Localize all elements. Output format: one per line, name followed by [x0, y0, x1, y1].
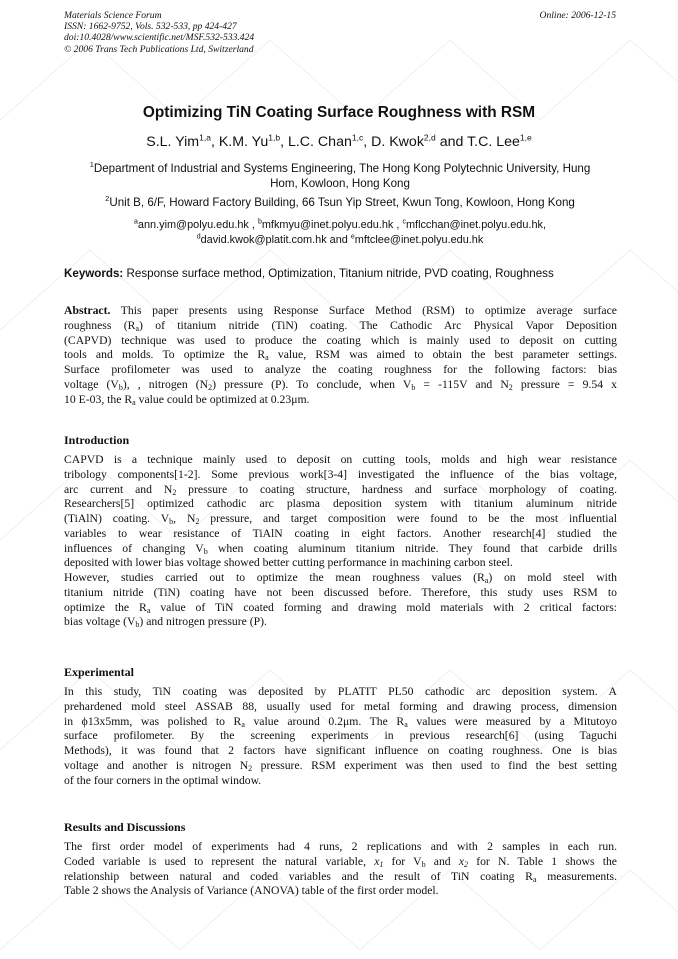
email-link: mflcchan@inet.polyu.edu.hk, [405, 219, 546, 231]
affiliation-2: $^2$Unit B, 6/F, Howard Factory Building, 66 Tsun Yip Street, Kwun Tong, Kowloon, Hong Kong [105, 194, 575, 209]
online-date: Online: 2006-12-15 [539, 10, 616, 21]
section-heading-experimental: Experimental [64, 665, 134, 679]
author-affil-mark: 2,d [423, 132, 436, 143]
author-list: S.L. Yim$^{1,a}$, K.M. Yu$^{1,b}$, L.C. Chan$^{1,c}$, D. Kwok$^{2,d}$ and T.C. Lee$^{1,e}$ [146, 132, 532, 150]
author-name: L.C. Chan [287, 134, 352, 150]
author-name: S.L. Yim [146, 134, 200, 150]
email-link: ann.yim@polyu.edu.hk , [137, 219, 258, 231]
introduction-body: CAPVD is a technique mainly used to deposit on cutting tools, molds and high wear resistance tribology components[1-2]. Some previous work[3-4] investigated the influence of the bias voltage, arc current and $N_2$ pressure to coating structure, hardness and surface morphology of coating. Researchers[5] optimized cathodic arc plasma deposition system with titanium aluminum nitride (TiAlN) coating. $V_b$, $N_2$ pressure, and target composition were found to be the most influential variables to wear resistance of TiAlN coating in eight factors. Another research[4] studied the influences of changing $V_b$ when coating aluminum titanium nitride. They found that carbide drills deposited with lower bias voltage showed better cutting performance in machining carbon steel. However, studies carried out to optimize the mean roughness values $(R_a)$ on mold steel with titanium nitride (TiN) coating have not been discussed before. Therefore, this study uses RSM to optimize the $R_a$ value of TiN coated forming and drawing mold materials with 2 critical factors: bias voltage $(V_b)$ and nitrogen pressure (P). [64, 453, 618, 630]
experimental-body: In this study, TiN coating was deposited by PLATIT PL50 cathodic arc deposition system. A prehardened mold steel ASSAB 88, usually used for metal forming and drawing process, dimension in ϕ13x5mm, was polished to $R_a$ value around 0.2μm. The $R_a$ values were measured by a Mitutoyo surface profilometer. By the screening experiments in previous research[6] (using Taguchi Methods), it was found that 2 factors have significant influence on coating roughness. One is bias voltage and another is nitrogen $N_2$ pressure. RSM experiment was then used to find the best setting of the four corners in the optimal window. [64, 685, 617, 787]
author-name: D. Kwok [371, 134, 424, 150]
keywords-label: Keywords: [64, 267, 124, 280]
abstract-label: Abstract. [64, 304, 111, 317]
section-heading-introduction: Introduction [64, 433, 130, 447]
email-link: mftclee@inet.polyu.edu.hk [354, 233, 484, 246]
journal-doi: doi:10.4028/www.scientific.net/MSF.532-533.424 [64, 32, 255, 44]
author-affil-mark: 1,e [519, 132, 532, 143]
abstract: Abstract. This paper presents using Response Surface Method (RSM) to optimize average surface roughness $(R_a)$ of titanium nitride (TiN) coating. The Cathodic Arc Physical Vapor Deposition (CAPVD) technique was used to produce the coating which is mainly used to deposit on cutting tools and molds. To optimize the $R_a$ value, RSM was aimed to obtain the best parameter settings. Surface profilometer was used to analyze the coating roughness for the following factors: bias voltage $(V_b)$, , nitrogen $(N_2)$ pressure (P). To conclude, when $V_b = -115V$ and $N_2$ pressure = 9.54 x 10 E-03, the $R_a$ value could be optimized at 0.23μm. [64, 304, 617, 407]
journal-copyright: © 2006 Trans Tech Publications Ltd, Switzerland [64, 43, 254, 55]
author-affil-mark: 1,c [351, 132, 364, 143]
journal-issn: ISSN: 1662-9752, Vols. 532-533, pp 424-427 [64, 21, 237, 33]
author-emails: $^a$ann.yim@polyu.edu.hk , $^b$mfkmyu@inet.polyu.edu.hk , $^c$mflcchan@inet.polyu.edu.hk, $^d$david.kwok@platit.com.hk and $^e$mftclee@inet.polyu.edu.hk [134, 218, 546, 246]
keywords: Keywords: Response surface method, Optimization, Titanium nitride, PVD coating, Roughness [64, 267, 554, 280]
affiliation-1: $^1$Department of Industrial and Systems Engineering, The Hong Kong Polytechnic University, Hung Hom, Kowloon, Hong Kong [89, 160, 591, 190]
email-link: mfkmyu@inet.polyu.edu.hk , [261, 219, 403, 231]
results-body: The first order model of experiments had 4 runs, 2 replications and with 2 samples in each run. Coded variable is used to represent the natural variable, $x_1$ for $V_b$ and $x_2$ for N. Table 1 shows the relationship between natural and coded variables and the result of TiN coating $R_a$ measurements. Table 2 shows the Analysis of Variance (ANOVA) table of the first order model. [64, 840, 617, 898]
journal-name: Materials Science Forum [64, 10, 162, 21]
author-name: K.M. Yu [218, 134, 269, 150]
paper-title: Optimizing TiN Coating Surface Roughness with RSM [142, 104, 536, 121]
author-name: T.C. Lee [467, 134, 520, 150]
author-affil-mark: 1,b [268, 132, 281, 143]
section-heading-results: Results and Discussions [64, 820, 186, 834]
author-affil-mark: 1,a [199, 132, 211, 143]
email-link: david.kwok@platit.com.hk and [200, 233, 351, 246]
journal-header [64, 10, 616, 55]
